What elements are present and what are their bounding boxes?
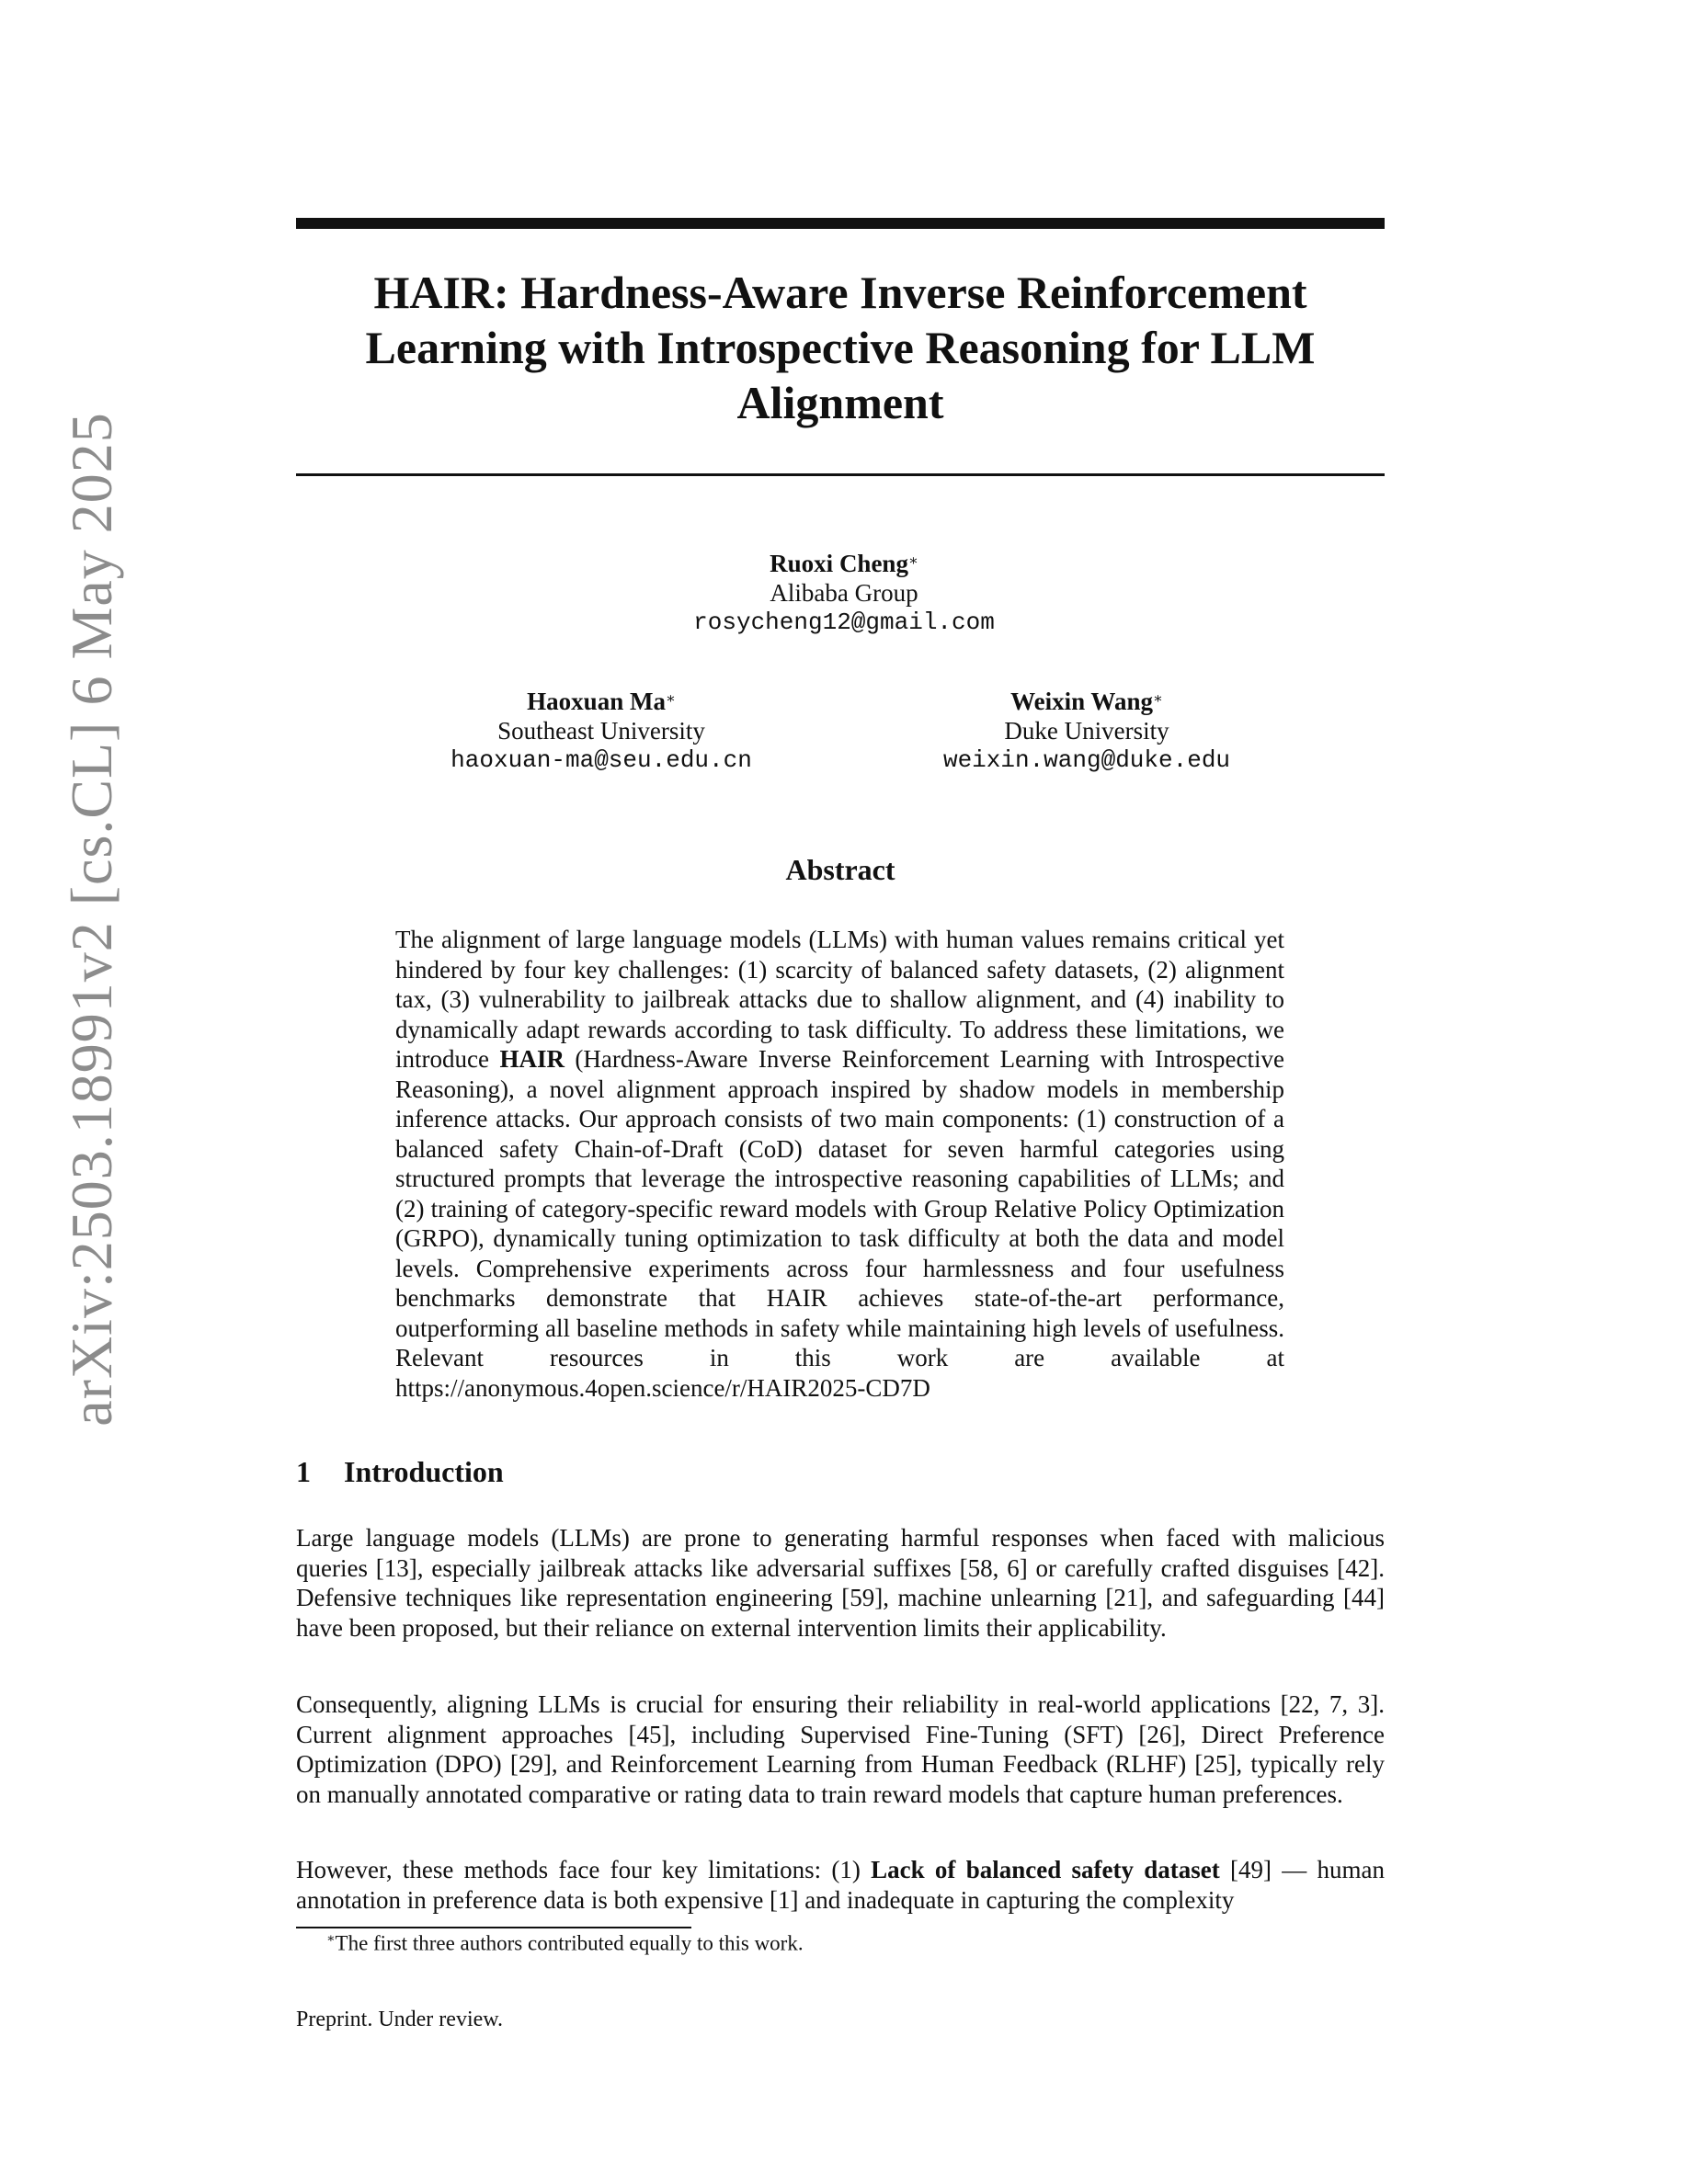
footnote-text: The first three authors contributed equally to this work. [335,1931,804,1955]
title-bottom-rule [296,473,1385,476]
author-email: weixin.wang@duke.edu [942,746,1231,774]
abstract-heading: Abstract [785,853,895,886]
body-paragraph: Large language models (LLMs) are prone to generating harmful responses when faced with malicious queries [13], especially jailbreak attacks like adversarial suffixes [58, 6] or carefully crafted disguises [42]. Defensive techniques like representation engineering [59], machine unlearning [21], and safeguarding [44] have been proposed, but their reliance on external intervention limits their applicability. [296,1524,1385,1642]
abstract-bold-term: HAIR [499,1045,565,1073]
author-mark: ∗ [665,691,676,707]
abstract-body [395,925,1284,1403]
author-name: Ruoxi Cheng [770,550,908,577]
author-email: haoxuan-ma@seu.edu.cn [451,746,752,774]
paper-title [296,265,1385,430]
section-title: Introduction [344,1455,504,1488]
body-paragraph [296,1855,1385,1915]
title-line: Alignment [736,377,944,428]
footnote [326,1931,804,1956]
title-top-rule [296,218,1385,229]
author-email: rosycheng12@gmail.com [693,609,995,636]
paragraph-text: However, these methods face four key limitations: (1) [296,1856,872,1883]
author-mark: ∗ [1152,691,1163,707]
author-name: Weixin Wang [1010,688,1153,715]
paragraph-text: [49] — human annotation in preference data is both expensive [1] and inadequate in capturing the complexity [296,1856,1385,1914]
paragraph-bold-term: Lack of balanced safety dataset [871,1856,1220,1883]
author-block [811,687,1363,775]
preprint-note: Preprint. Under review. [296,2008,504,2031]
body-paragraph: Consequently, aligning LLMs is crucial for ensuring their reliability in real-world applications [22, 7, 3]. Current alignment approaches [45], including Supervised Fine-Tuning (SFT) [26], Direct Preference Optimization (DPO) [29], and Reinforcement Learning from Human Feedback (RLHF) [25], typically rely on manually annotated comparative or rating data to train reward models that capture human preferences. [296,1690,1385,1808]
abstract-text: The alignment of large language models (LLMs) with human values remains critical yet hindered by four key challenges: (1) scarcity of balanced safety datasets, (2) alignment tax, (3) vulnerability to jailbreak attacks due to shallow alignment, and (4) inability to dynamically adapt rewards according to task difficulty. To address these limitations, we introduce [395,926,1284,1073]
section-heading [296,1455,504,1489]
abstract-text: (Hardness-Aware Inverse Reinforcement Learning with Introspective Reasoning), a novel alignment approach inspired by shadow models in membership inference attacks. Our approach consists of two main components: (1) construction of a balanced safety Chain-of-Draft (CoD) dataset for seven harmful categories using structured prompts that leverage the introspective reasoning capabilities of LLMs; and (2) training of category-specific reward models with Group Relative Policy Optimization (GRPO), dynamically tuning optimization to task difficulty at both the data and model levels. Comprehensive experiments across four harmlessness and four usefulness benchmarks demonstrate that HAIR achieves state-of-the-art performance, outperforming all baseline methods in safety while maintaining high levels of usefulness. Relevant resources in this work are available at https://anonymous.4open.science/r/HAIR2025-CD7D [395,1045,1284,1402]
title-line: HAIR: Hardness-Aware Inverse Reinforcement [373,267,1307,318]
author-affiliation: Southeast University [497,717,705,745]
footnote-rule [296,1927,691,1928]
arxiv-side-stamp: arXiv:2503.18991v2 [cs.CL] 6 May 2025 [59,412,124,1427]
author-name: Haoxuan Ma [527,688,666,715]
author-block [568,549,1120,637]
author-mark: ∗ [907,553,918,569]
footnote-mark: ∗ [326,1932,336,1946]
author-affiliation: Alibaba Group [770,579,918,607]
section-number: 1 [296,1455,311,1488]
title-line: Learning with Introspective Reasoning for LLM [365,322,1316,373]
author-affiliation: Duke University [1004,717,1169,745]
author-block [325,687,877,775]
